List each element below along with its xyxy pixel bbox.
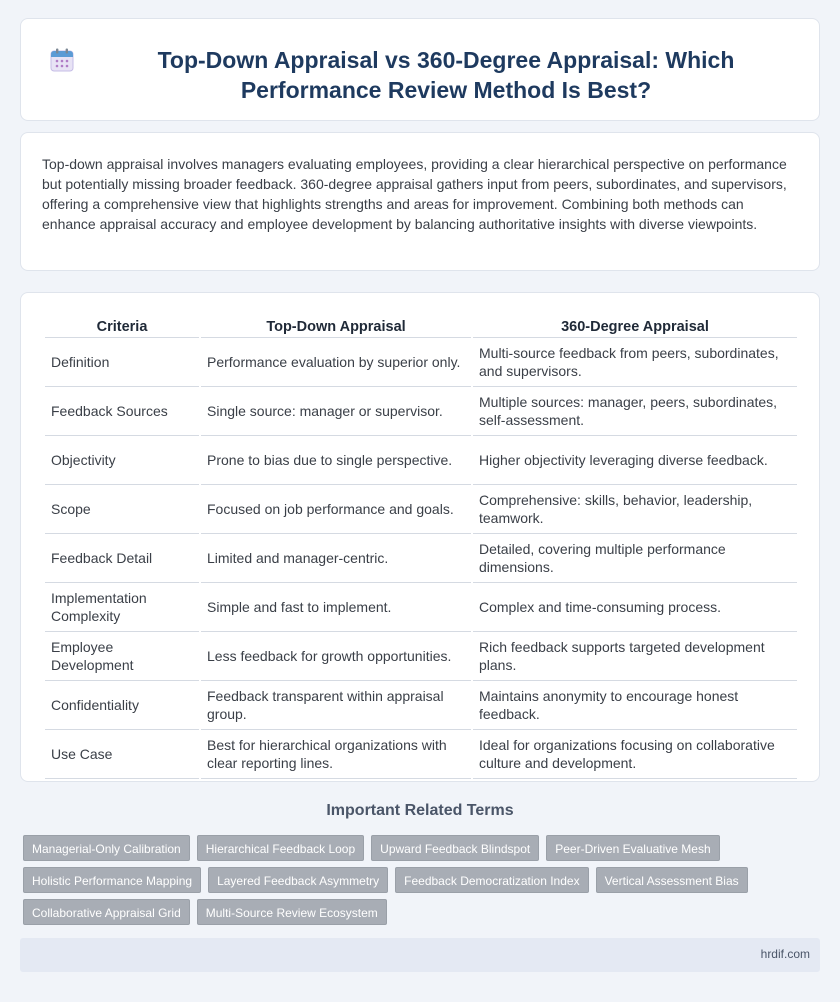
table-row [45,730,797,779]
related-term-tag[interactable]: Layered Feedback Asymmetry [208,867,388,893]
row-360-degree: Rich feedback supports targeted development plans. [473,632,797,681]
row-criteria: Scope [45,485,199,534]
row-criteria: Definition [45,338,199,387]
row-360-degree: Higher objectivity leveraging diverse feedback. [473,436,797,485]
table-row [45,632,797,681]
table-row [45,436,797,485]
table-row [45,338,797,387]
row-360-degree: Multi-source feedback from peers, subordinates, and supervisors. [473,338,797,387]
row-360-degree: Complex and time-consuming process. [473,583,797,632]
row-top-down: Prone to bias due to single perspective. [201,436,471,485]
table-row [45,485,797,534]
column-header-360-degree: 360-Degree Appraisal [473,314,797,338]
row-top-down: Single source: manager or supervisor. [201,387,471,436]
related-term-tag[interactable]: Peer-Driven Evaluative Mesh [546,835,719,861]
table-header-row [45,314,797,338]
column-header-top-down: Top-Down Appraisal [201,314,471,338]
footer-site-link[interactable]: hrdif.com [760,947,810,961]
row-criteria: Implementation Complexity [45,583,199,632]
row-360-degree: Multiple sources: manager, peers, subordinates, self-assessment. [473,387,797,436]
row-360-degree: Detailed, covering multiple performance dimensions. [473,534,797,583]
related-terms-heading: Important Related Terms [326,802,514,819]
row-top-down: Feedback transparent within appraisal group. [201,681,471,730]
row-top-down: Less feedback for growth opportunities. [201,632,471,681]
table-row [45,583,797,632]
row-criteria: Feedback Sources [45,387,199,436]
row-360-degree: Ideal for organizations focusing on collaborative culture and development. [473,730,797,779]
related-term-tag[interactable]: Hierarchical Feedback Loop [197,835,364,861]
intro-card [20,132,820,271]
table-row [45,534,797,583]
row-top-down: Simple and fast to implement. [201,583,471,632]
row-360-degree: Comprehensive: skills, behavior, leadership, teamwork. [473,485,797,534]
row-criteria: Confidentiality [45,681,199,730]
related-term-tag[interactable]: Feedback Democratization Index [395,867,588,893]
row-criteria: Use Case [45,730,199,779]
footer-bar [20,938,820,972]
related-term-tag[interactable]: Collaborative Appraisal Grid [23,899,190,925]
table-row [45,681,797,730]
comparison-table [43,314,799,779]
row-top-down: Best for hierarchical organizations with clear reporting lines. [201,730,471,779]
comparison-card [20,292,820,782]
row-top-down: Focused on job performance and goals. [201,485,471,534]
related-term-tag[interactable]: Holistic Performance Mapping [23,867,201,893]
row-criteria: Objectivity [45,436,199,485]
row-top-down: Performance evaluation by superior only. [201,338,471,387]
row-criteria: Employee Development [45,632,199,681]
related-term-tag[interactable]: Multi-Source Review Ecosystem [197,899,387,925]
row-criteria: Feedback Detail [45,534,199,583]
table-row [45,387,797,436]
page-title: Top-Down Appraisal vs 360-Degree Appraisal: Which Performance Review Method Is Best? [157,47,735,103]
related-term-tag[interactable]: Vertical Assessment Bias [596,867,748,893]
related-terms-list [23,835,813,925]
calendar-icon [49,47,75,73]
column-header-criteria: Criteria [45,314,199,338]
row-top-down: Limited and manager-centric. [201,534,471,583]
title-card [20,18,820,121]
related-term-tag[interactable]: Upward Feedback Blindspot [371,835,539,861]
intro-paragraph: Top-down appraisal involves managers evaluating employees, providing a clear hierarchical perspective on performance but potentially missing broader feedback. 360-degree appraisal gathers input from peers, subordinates, and supervisors, offering a comprehensive view that highlights strengths and areas for improvement. Combining both methods can enhance appraisal accuracy and employee development by balancing authoritative insights with diverse viewpoints. [42,156,787,232]
row-360-degree: Maintains anonymity to encourage honest feedback. [473,681,797,730]
related-term-tag[interactable]: Managerial-Only Calibration [23,835,190,861]
